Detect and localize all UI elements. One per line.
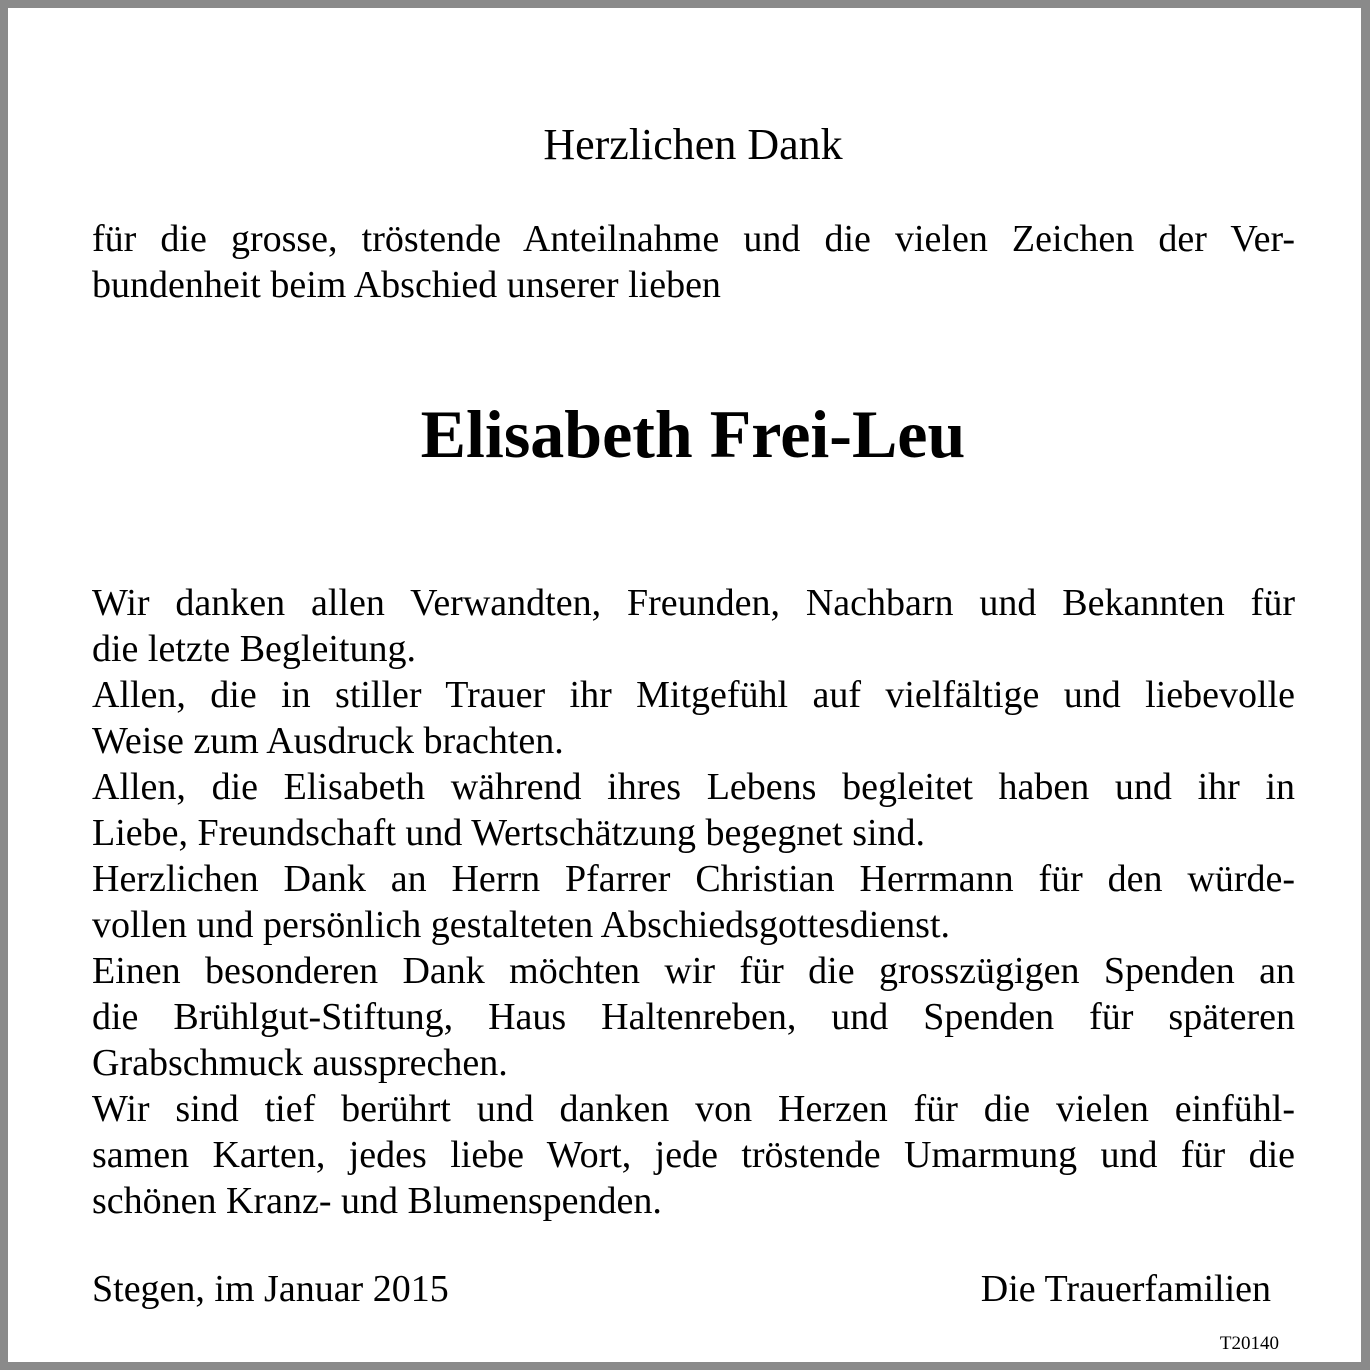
body-line: Herzlichen Dank an Herrn Pfarrer Christian Herrmann für den würde- [92,858,1295,900]
body-line: Allen, die in stiller Trauer ihr Mitgefühl auf vielfältige und liebevolle [92,674,1295,716]
signature: Die Trauerfamilien [980,1268,1271,1310]
body-line: samen Karten, jedes liebe Wort, jede tröstende Umarmung und für die [92,1134,1295,1176]
body-line: Allen, die Elisabeth während ihres Lebens begleitet haben und ihr in [92,766,1295,808]
body-line: Grabschmuck aussprechen. [92,1042,508,1084]
body-line: schönen Kranz- und Blumenspenden. [92,1180,662,1222]
body-line: vollen und persönlich gestalteten Abschiedsgottesdienst. [92,904,951,946]
body-paragraphs [92,580,1295,1224]
body-line: Wir danken allen Verwandten, Freunden, Nachbarn und Bekannten für [92,582,1295,624]
deceased-name: Elisabeth Frei-Leu [420,396,966,472]
body-line: Einen besonderen Dank möchten wir für die grosszügigen Spenden an [92,950,1295,992]
intro-paragraph [92,216,1295,308]
body-line: Wir sind tief berührt und danken von Herzen für die vielen einfühl- [92,1088,1295,1130]
body-line: Weise zum Ausdruck brachten. [92,720,564,762]
body-line: Liebe, Freundschaft und Wertschätzung begegnet sind. [92,812,926,854]
intro-line: für die grosse, tröstende Anteilnahme und die vielen Zeichen der Ver- [92,218,1295,260]
notice-heading: Herzlichen Dank [543,120,843,169]
body-line: die Brühlgut-Stiftung, Haus Haltenreben, und Spenden für späteren [92,996,1295,1038]
body-line: die letzte Begleitung. [92,628,416,670]
ad-code: T20140 [1219,1333,1279,1354]
intro-line: bundenheit beim Abschied unserer lieben [92,264,721,306]
place-date: Stegen, im Januar 2015 [92,1268,449,1310]
